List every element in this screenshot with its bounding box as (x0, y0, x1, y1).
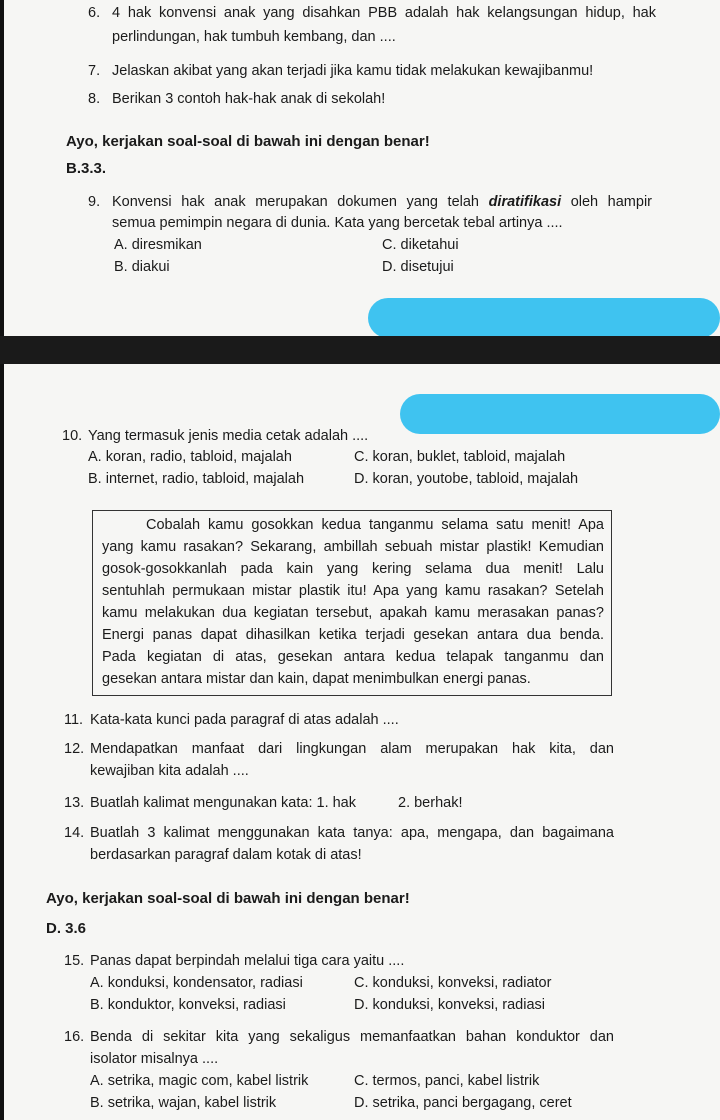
q9-line-2: semua pemimpin negara di dunia. Kata yang bercetak tebal artinya .... (112, 215, 563, 231)
q8-number: 8. (88, 91, 101, 107)
q14-line-2: berdasarkan paragraf dalam kotak di atas! (90, 847, 362, 863)
highlight-scribble-2 (400, 394, 720, 434)
q15-option-b: B. konduktor, konveksi, radiasi (90, 997, 286, 1013)
q12-line-1: Mendapatkan manfaat dari lingkungan alam merupakan hak kita, dan (90, 741, 614, 757)
q9-option-d: D. disetujui (382, 259, 454, 275)
q10-number: 10. (62, 428, 83, 444)
q7-text: Jelaskan akibat yang akan terjadi jika kamu tidak melakukan kewajibanmu! (112, 63, 594, 79)
q8-text: Berikan 3 contoh hak-hak anak di sekolah! (112, 91, 386, 107)
q15-option-c: C. konduksi, konveksi, radiator (354, 975, 552, 991)
q6-line-1: 4 hak konvensi anak yang disahkan PBB adalah hak kelangsungan hidup, hak (112, 5, 656, 21)
q11-text: Kata-kata kunci pada paragraf di atas adalah .... (90, 712, 399, 728)
q10-option-c: C. koran, buklet, tabloid, majalah (354, 449, 566, 465)
q13-number: 13. (64, 795, 85, 811)
q15-text: Panas dapat berpindah melalui tiga cara yaitu .... (90, 953, 405, 969)
instruction-heading-2: Ayo, kerjakan soal-soal di bawah ini dengan benar! (46, 890, 410, 907)
q10-option-a: A. koran, radio, tabloid, majalah (88, 449, 292, 465)
q16-option-d: D. setrika, panci bergagang, ceret (354, 1095, 572, 1111)
q16-number: 16. (64, 1029, 85, 1045)
q6-number: 6. (88, 5, 101, 21)
q10-text: Yang termasuk jenis media cetak adalah .... (88, 428, 369, 444)
q12-line-2: kewajiban kita adalah .... (90, 763, 249, 779)
passage-line-3: gosok-gosokkanlah pada kain yang kering selama dua menit! Lalu (102, 561, 604, 577)
scan-edge-left (0, 364, 4, 1120)
passage-line-6: Energi panas dapat dihasilkan ketika terjadi gesekan antara dua benda. (102, 627, 604, 643)
scan-edge-left (0, 0, 4, 336)
q15-option-d: D. konduksi, konveksi, radiasi (354, 997, 545, 1013)
q15-number: 15. (64, 953, 85, 969)
q6-line-2: perlindungan, hak tumbuh kembang, dan .... (112, 29, 396, 45)
passage-line-2: yang kamu rasakan? Sekarang, ambillah sebuah mistar plastik! Kemudian (102, 539, 604, 555)
q15-option-a: A. konduksi, kondensator, radiasi (90, 975, 303, 991)
passage-line-8: gesekan antara mistar dan kain, dapat menimbulkan energi panas. (102, 671, 531, 687)
q9-option-b: B. diakui (114, 259, 170, 275)
worksheet-page-1 (0, 0, 720, 336)
q16-option-c: C. termos, panci, kabel listrik (354, 1073, 540, 1089)
q7-number: 7. (88, 63, 101, 79)
highlight-scribble-1 (368, 298, 720, 336)
worksheet-page-2 (0, 364, 720, 1120)
instruction-heading-1: Ayo, kerjakan soal-soal di bawah ini dengan benar! (66, 133, 430, 150)
q16-line-2: isolator misalnya .... (90, 1051, 219, 1067)
passage-line-7: Pada kegiatan di atas, gesekan antara kedua telapak tanganmu dan (102, 649, 604, 665)
q12-number: 12. (64, 741, 85, 757)
passage-line-4: sentuhlah permukaan mistar plastik itu! Apa yang kamu rasakan? Setelah (102, 583, 604, 599)
q13-part-2: 2. berhak! (398, 795, 463, 811)
q13-text: Buatlah kalimat mengunakan kata: 1. hak (90, 795, 356, 811)
q14-line-1: Buatlah 3 kalimat menggunakan kata tanya: apa, mengapa, dan bagaimana (90, 825, 614, 841)
q9-option-a: A. diresmikan (114, 237, 202, 253)
q9-option-c: C. diketahui (382, 237, 459, 253)
passage-line-1: Cobalah kamu gosokkan kedua tanganmu selama satu menit! Apa (146, 517, 604, 533)
passage-line-5: kamu melakukan dua kegiatan tersebut, apakah kamu merasakan panas? (102, 605, 604, 621)
q16-line-1: Benda di sekitar kita yang sekaligus memanfaatkan bahan konduktor dan (90, 1029, 614, 1045)
section-label-d36: D. 3.6 (46, 920, 87, 937)
q11-number: 11. (64, 712, 84, 728)
q9-line-1: Konvensi hak anak merupakan dokumen yang telah diratifikasi oleh hampir (112, 194, 652, 210)
q16-option-b: B. setrika, wajan, kabel listrik (90, 1095, 277, 1111)
q9-number: 9. (88, 194, 101, 210)
q10-option-b: B. internet, radio, tabloid, majalah (88, 471, 305, 487)
section-label-b33: B.3.3. (66, 160, 107, 177)
q16-option-a: A. setrika, magic com, kabel listrik (90, 1073, 309, 1089)
q14-number: 14. (64, 825, 85, 841)
q10-option-d: D. koran, youtobe, tabloid, majalah (354, 471, 579, 487)
